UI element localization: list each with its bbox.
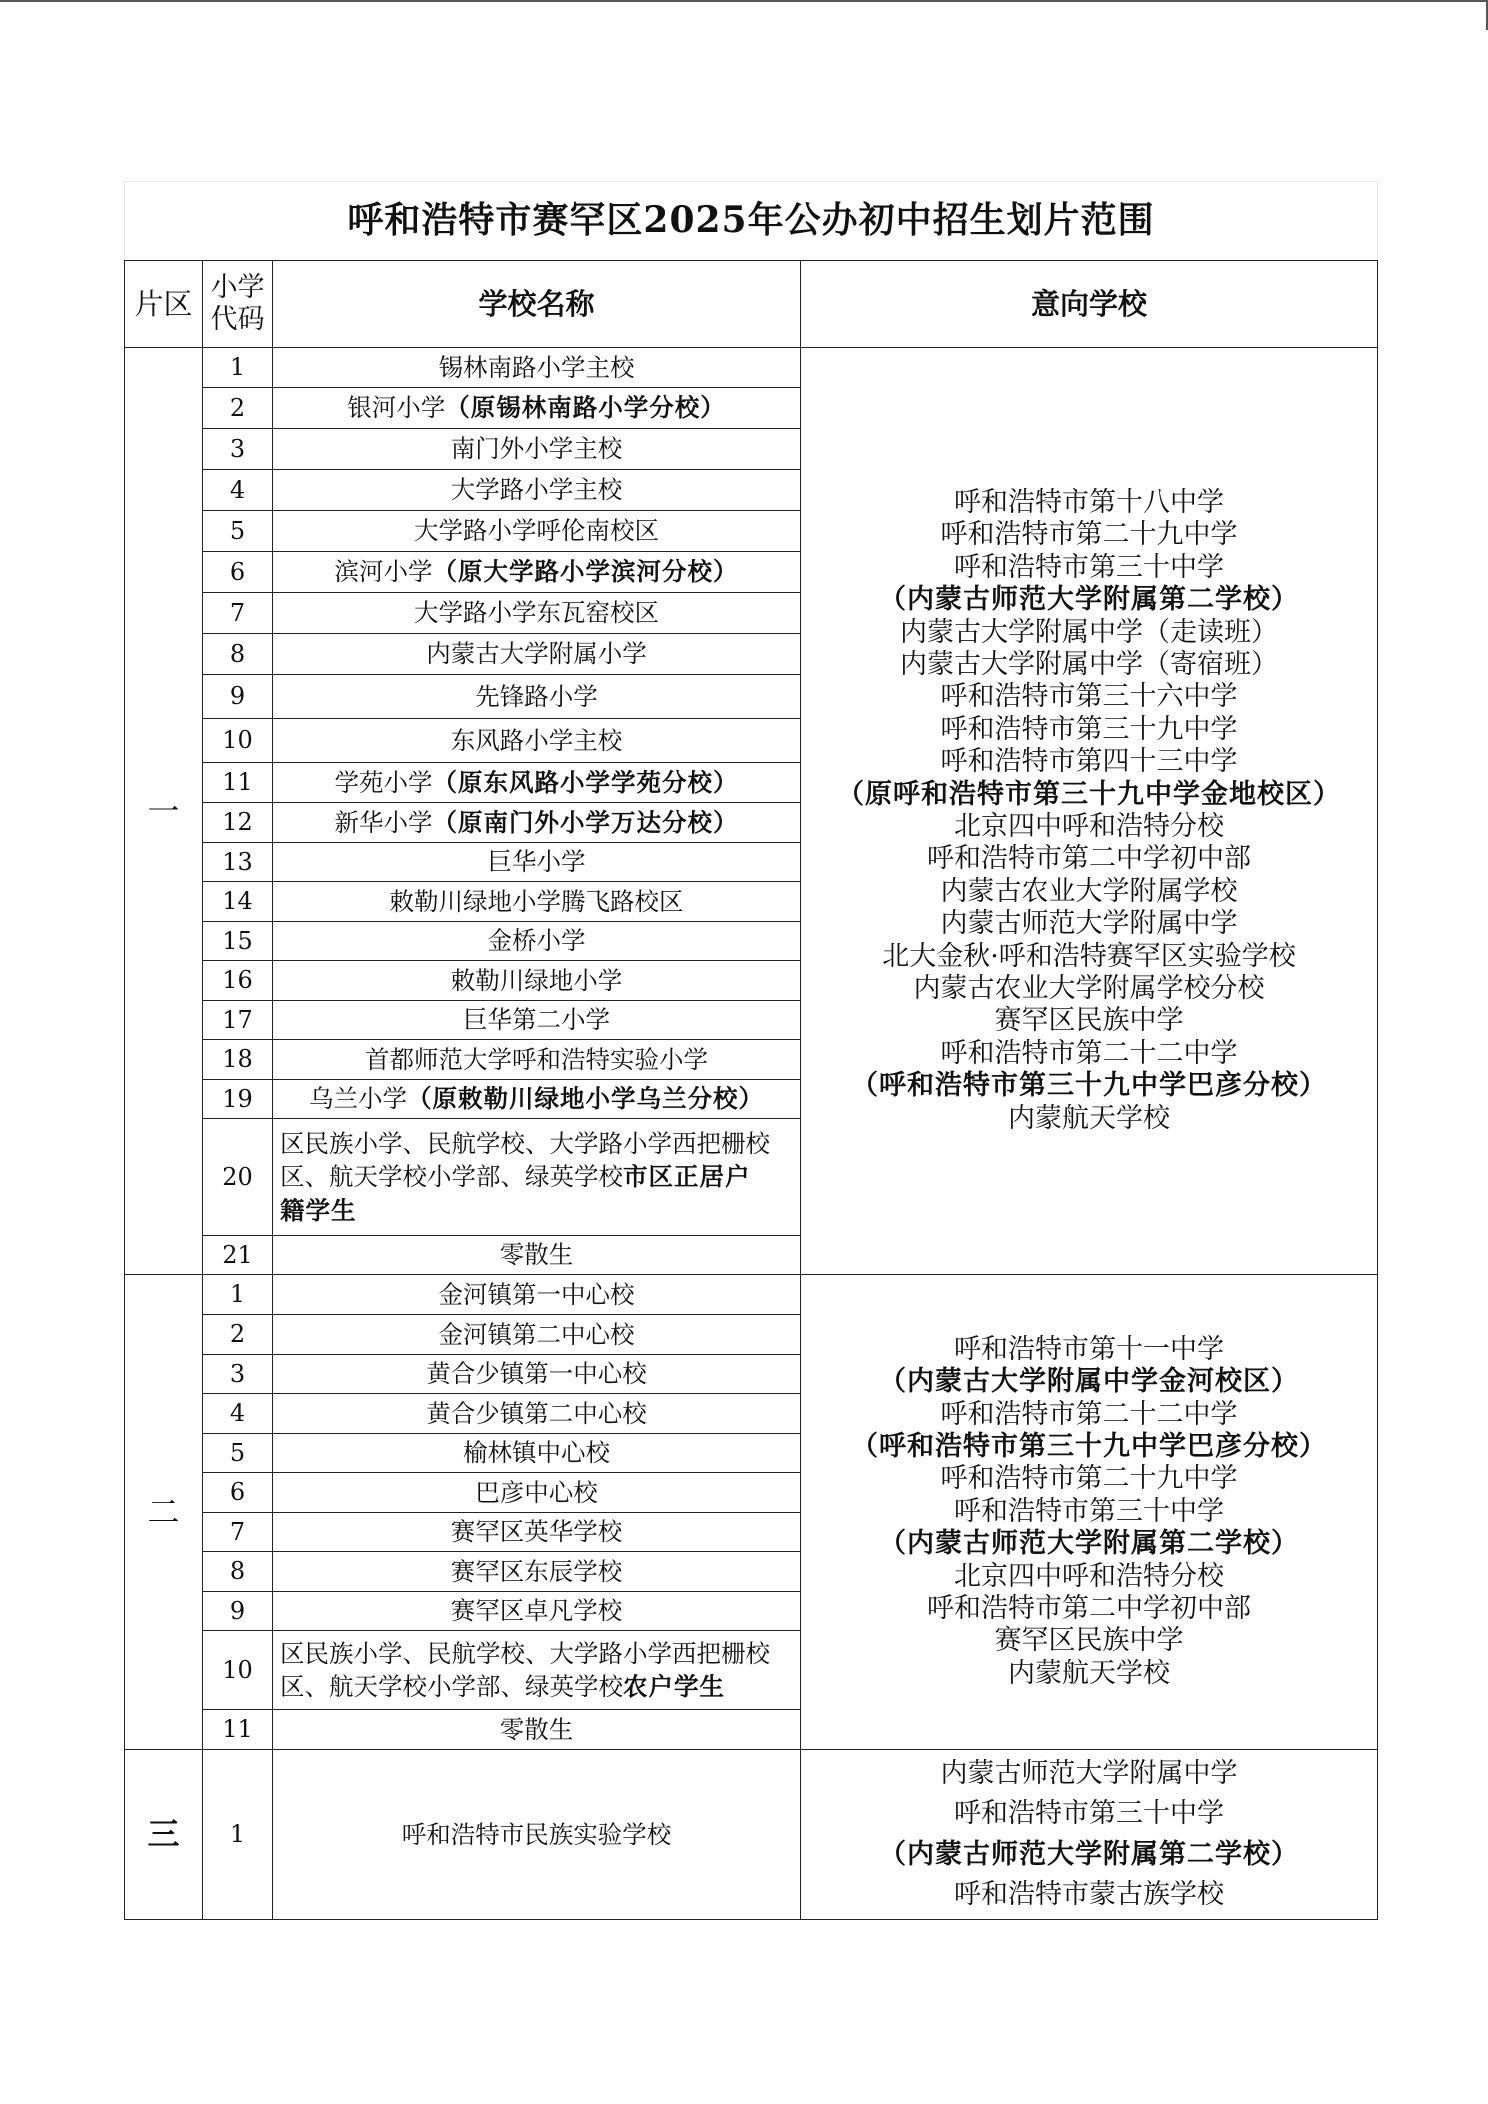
school-code: 4 <box>203 1394 273 1434</box>
school-code: 19 <box>203 1080 273 1119</box>
target-school: （内蒙古师范大学附属第二学校） <box>879 1528 1299 1560</box>
school-code: 6 <box>203 1473 273 1513</box>
header-target-school: 意向学校 <box>801 261 1378 348</box>
target-school: （原呼和浩特市第三十九中学金地校区） <box>837 778 1341 810</box>
target-school: 呼和浩特市第四十三中学 <box>940 746 1238 778</box>
school-name: 呼和浩特市民族实验学校 <box>273 1750 801 1920</box>
target-schools-zone-3 <box>801 1750 1378 1920</box>
school-name: 大学路小学东瓦窑校区 <box>273 593 801 634</box>
table-row <box>125 1750 1378 1920</box>
school-name: 东风路小学主校 <box>273 719 801 763</box>
school-code: 3 <box>203 429 273 470</box>
school-name-line: 区民族小学、民航学校、大学路小学西把栅校 <box>280 1638 770 1668</box>
target-school: 内蒙古农业大学附属学校分校 <box>913 972 1265 1004</box>
school-name <box>273 1119 801 1236</box>
school-name-note: （原锡林南路小学分校） <box>445 393 726 423</box>
target-school: 内蒙古农业大学附属学校 <box>940 875 1238 907</box>
school-code: 7 <box>203 1513 273 1552</box>
school-name-note: （原东风路小学学苑分校） <box>432 767 739 797</box>
school-code: 11 <box>203 763 273 803</box>
school-name <box>273 1631 801 1710</box>
school-name-emphasis: 市区正居户 <box>623 1162 751 1192</box>
school-code: 5 <box>203 511 273 552</box>
target-school: 赛罕区民族中学 <box>994 1005 1184 1037</box>
school-name-main: 新华小学 <box>334 807 433 837</box>
school-name: 巨华小学 <box>273 843 801 882</box>
school-name <box>273 552 801 593</box>
school-code: 1 <box>203 1750 273 1920</box>
school-name: 赛罕区英华学校 <box>273 1513 801 1552</box>
target-school: 内蒙古师范大学附属中学 <box>940 1757 1238 1789</box>
target-school: 呼和浩特市第三十六中学 <box>940 681 1238 713</box>
school-name: 零散生 <box>273 1236 801 1275</box>
target-school: 内蒙古大学附属中学（走读班） <box>900 616 1278 648</box>
school-code: 12 <box>203 803 273 843</box>
school-name: 零散生 <box>273 1710 801 1750</box>
school-name-main: 滨河小学 <box>334 557 433 587</box>
school-code: 6 <box>203 552 273 593</box>
school-code: 8 <box>203 634 273 675</box>
school-name: 黄合少镇第一中心校 <box>273 1355 801 1394</box>
school-code: 9 <box>203 1592 273 1631</box>
school-name: 大学路小学呼伦南校区 <box>273 511 801 552</box>
target-school: （呼和浩特市第三十九中学巴彦分校） <box>851 1431 1327 1463</box>
target-school: 北大金秋·呼和浩特赛罕区实验学校 <box>882 940 1296 972</box>
school-name-emphasis: 农户学生 <box>623 1672 725 1701</box>
school-code: 13 <box>203 843 273 882</box>
school-code: 14 <box>203 882 273 922</box>
target-school: 内蒙古师范大学附属中学 <box>940 908 1238 940</box>
school-name: 赛罕区卓凡学校 <box>273 1592 801 1631</box>
school-name-main: 乌兰小学 <box>309 1084 407 1114</box>
school-code: 10 <box>203 719 273 763</box>
page-top-border <box>0 0 1488 2</box>
target-school: （内蒙古大学附属中学金河校区） <box>879 1366 1299 1398</box>
target-school: （内蒙古师范大学附属第二学校） <box>879 1838 1299 1870</box>
school-name: 敕勒川绿地小学腾飞路校区 <box>273 882 801 922</box>
target-schools-zone-2 <box>801 1275 1378 1750</box>
target-school: 呼和浩特市第二十二中学 <box>940 1037 1238 1069</box>
school-name <box>273 763 801 803</box>
school-code: 5 <box>203 1434 273 1473</box>
school-name-note: （原南门外小学万达分校） <box>432 807 739 837</box>
school-code: 2 <box>203 1315 273 1355</box>
target-school: 北京四中呼和浩特分校 <box>954 811 1224 842</box>
school-code: 15 <box>203 922 273 961</box>
school-code: 17 <box>203 1001 273 1040</box>
school-code: 1 <box>203 1275 273 1315</box>
school-name: 先锋路小学 <box>273 675 801 719</box>
school-name: 巨华第二小学 <box>273 1001 801 1040</box>
target-school: 呼和浩特市第三十中学 <box>954 551 1224 583</box>
target-school: 赛罕区民族中学 <box>994 1625 1184 1657</box>
school-name-main: 银河小学 <box>347 393 446 423</box>
school-name: 赛罕区东辰学校 <box>273 1552 801 1592</box>
school-code: 4 <box>203 470 273 511</box>
school-name <box>273 1080 801 1119</box>
target-school: 呼和浩特市第三十中学 <box>954 1495 1224 1527</box>
header-school-name: 学校名称 <box>273 261 801 348</box>
target-school: 呼和浩特市第二中学初中部 <box>927 1592 1251 1624</box>
school-code: 1 <box>203 348 273 388</box>
school-name-line: 区、航天学校小学部、绿英学校 <box>280 1162 623 1192</box>
school-name <box>273 803 801 843</box>
target-school: 呼和浩特市第十八中学 <box>954 487 1224 519</box>
school-name: 黄合少镇第二中心校 <box>273 1394 801 1434</box>
school-name: 巴彦中心校 <box>273 1473 801 1513</box>
school-name-note: （原大学路小学滨河分校） <box>432 557 739 587</box>
target-school: 呼和浩特市第二十二中学 <box>940 1398 1238 1430</box>
target-school: 呼和浩特市第二中学初中部 <box>927 843 1251 875</box>
school-code: 11 <box>203 1710 273 1750</box>
school-name: 敕勒川绿地小学 <box>273 961 801 1001</box>
school-name: 榆林镇中心校 <box>273 1434 801 1473</box>
header-code-line2: 代码 <box>210 304 265 335</box>
target-school: 呼和浩特市第三十九中学 <box>940 713 1238 745</box>
school-code: 21 <box>203 1236 273 1275</box>
target-school: 呼和浩特市第十一中学 <box>954 1333 1224 1365</box>
school-name <box>273 388 801 429</box>
header-code-line1: 小学 <box>210 271 265 303</box>
target-school: 呼和浩特市蒙古族学校 <box>954 1879 1224 1910</box>
school-code: 20 <box>203 1119 273 1236</box>
school-name: 锡林南路小学主校 <box>273 348 801 388</box>
zone-label: 二 <box>125 1275 203 1750</box>
school-name-line: 区、航天学校小学部、绿英学校 <box>280 1672 623 1701</box>
target-school: （呼和浩特市第三十九中学巴彦分校） <box>851 1070 1327 1102</box>
target-schools-zone-1 <box>801 348 1378 1275</box>
target-school: 呼和浩特市第二十九中学 <box>940 1463 1238 1495</box>
table-row <box>125 348 1378 388</box>
school-code: 10 <box>203 1631 273 1710</box>
school-code: 18 <box>203 1040 273 1080</box>
school-name: 内蒙古大学附属小学 <box>273 634 801 675</box>
target-school: 内蒙古大学附属中学（寄宿班） <box>900 649 1278 681</box>
header-zone: 片区 <box>125 261 203 348</box>
school-code: 16 <box>203 961 273 1001</box>
enrollment-zone-table <box>124 181 1378 1920</box>
school-name: 大学路小学主校 <box>273 470 801 511</box>
zone-label: 一 <box>125 348 203 1275</box>
target-school: （内蒙古师范大学附属第二学校） <box>879 584 1299 616</box>
school-name-emphasis: 籍学生 <box>280 1195 357 1225</box>
school-name: 南门外小学主校 <box>273 429 801 470</box>
school-name: 金河镇第一中心校 <box>273 1275 801 1315</box>
page-title: 呼和浩特市赛罕区2025年公办初中招生划片范围 <box>125 182 1378 261</box>
school-name-line: 区民族小学、民航学校、大学路小学西把栅校 <box>280 1129 770 1159</box>
target-school: 呼和浩特市第二十九中学 <box>940 519 1238 551</box>
school-name: 金河镇第二中心校 <box>273 1315 801 1355</box>
target-school: 内蒙航天学校 <box>1008 1657 1170 1689</box>
zone-label: 三 <box>125 1750 203 1920</box>
school-code: 3 <box>203 1355 273 1394</box>
school-code: 7 <box>203 593 273 634</box>
header-school-code <box>203 261 273 348</box>
school-name: 首都师范大学呼和浩特实验小学 <box>273 1040 801 1080</box>
target-school: 内蒙航天学校 <box>1008 1102 1170 1134</box>
school-name-note: （原敕勒川绿地小学乌兰分校） <box>407 1084 764 1114</box>
school-code: 9 <box>203 675 273 719</box>
school-name: 金桥小学 <box>273 922 801 961</box>
school-code: 8 <box>203 1552 273 1592</box>
target-school: 北京四中呼和浩特分校 <box>954 1560 1224 1592</box>
school-name-main: 学苑小学 <box>334 767 433 797</box>
target-school: 呼和浩特市第三十中学 <box>954 1798 1224 1829</box>
table-row <box>125 1275 1378 1315</box>
school-code: 2 <box>203 388 273 429</box>
